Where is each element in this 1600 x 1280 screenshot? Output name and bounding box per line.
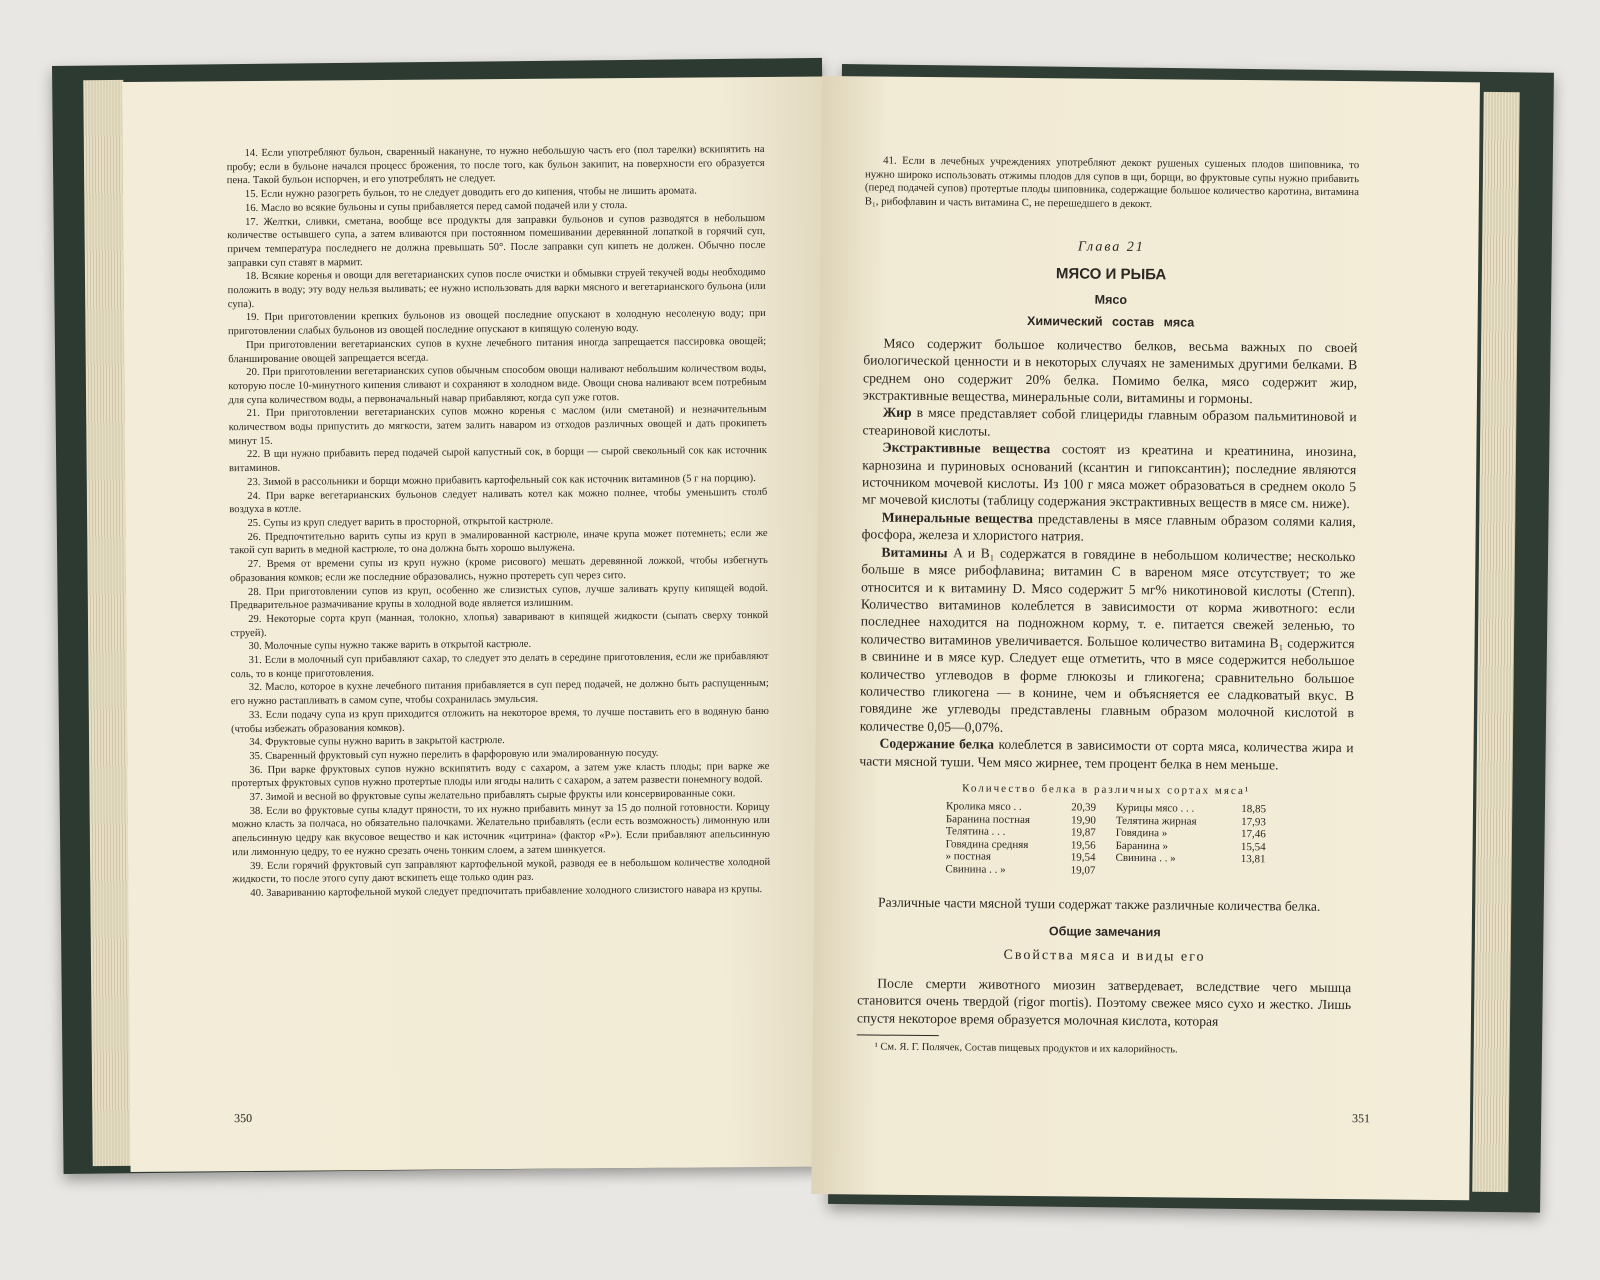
left-paragraph: 18. Всякие коренья и овощи для вегетарианских супов после очистки и обмывки струей текучей воды необходимо положить в воду; эту воду нельзя выливать; ее нужно использовать для варки мясного и вегетарианского бульона (или супа). <box>227 267 766 310</box>
term-protein: Содержание белка <box>879 735 995 752</box>
protein-value: 17,46 <box>1240 828 1266 841</box>
protein-value: 13,81 <box>1240 853 1266 866</box>
left-paragraph: 30. Молочные супы нужно также варить в открытой кастрюле. <box>248 639 532 653</box>
protein-value: 19,87 <box>1070 826 1096 839</box>
text-protein: колеблется в зависимости от сорта мяса, количества жира и части мясной туши. Чем мясо жирнее, тем процент белка в нем меньше. <box>859 736 1354 772</box>
left-paragraph: 23. Зимой в рассольники и борщи можно прибавить картофельный сок как источник витаминов (5 г на порцию). <box>247 472 756 488</box>
left-page-number: 350 <box>234 1111 253 1126</box>
meat-type: Кролика мясо . . <box>945 800 1022 813</box>
left-paragraph: 16. Масло во всякие бульоны и супы прибавляется перед самой подачей или у стола. <box>244 199 628 214</box>
paragraph-minerals <box>862 508 1356 548</box>
intro-paragraph: 41. Если в лечебных учреждениях употребляют декокт рушеных сушеных плодов шиповника, то нужно широко использовать отжимы плодов для супов в щи, борщи, во фруктовые супы нужно прибавить (перед подачей супов) протертые плоды шиповника, содержащие большое количество каротина, витамина B₁, рибофлавин и часть витамина C, не перешедшего в декокт. <box>864 154 1360 211</box>
left-paragraph: 17. Желтки, сливки, сметана, вообще все продукты для заправки бульонов и супов разводятся в небольшом количестве остывшего супа, а затем вливаются при постоянном помешивании деревянной лопаткой в горячий суп, причем температура последнего не должна превышать 50°. После заправки суп кипеть не должен. Обычно после заправки суп ставят в мармит. <box>227 212 766 269</box>
right-page-text <box>857 154 1360 1057</box>
left-paragraph: При приготовлении вегетарианских супов в кухне лечебного питания иногда запрещается пассировка овощей; бланширование овощей запрещается всегда. <box>228 335 767 365</box>
protein-value: 18,85 <box>1241 803 1267 816</box>
left-paragraph: 36. При варке фруктовых супов нужно вскипятить воду с сахаром, а затем уже класть плоды; при варке же протертых фруктовых супов нужно протертые плоды или ягоды налить с сахаром, а затем развести понемногу водой. <box>231 760 770 790</box>
protein-value: 17,93 <box>1241 815 1266 828</box>
left-paragraph: 27. Время от времени супы из круп нужно (кроме рисового) мешать деревянной ложкой, чтобы избегнуть образования комков; если же последние образовались, нужно протереть суп через сито. <box>229 555 768 584</box>
footnote: ¹ См. Я. Г. Полячек, Состав пищевых продуктов и их калорийность. <box>874 1041 1178 1056</box>
chapter-number: Глава 21 <box>1077 239 1145 255</box>
protein-value: 19,90 <box>1071 813 1096 827</box>
text-fat: в мясе представляет собой глицериды главным образом пальмитиновой и стеариновой кислоты. <box>862 405 1357 439</box>
left-paragraph: 20. При приготовлении вегетарианских супов обычным способом овощи наливают небольшим количеством воды, которую после 10-минутного кипения сливают и сохраняют в холодном виде. Овощи снова наливают всем потребным для супа количеством воды, а первоначальный навар прибавляют, когда суп уже готов. <box>228 363 767 406</box>
meat-type: Говядина средняя <box>945 837 1029 851</box>
left-paragraph: 24. При варке вегетарианских бульонов следует наливать котел как можно полнее, чтобы уменьшить столб воздуха в котле. <box>229 486 768 516</box>
right-page <box>811 76 1480 1200</box>
left-paragraph: 40. Завариванию картофельной мукой следует предпочитать прибавление холодного слизистого навара из крупы. <box>250 883 763 899</box>
chapter-title: МЯСО И РЫБА <box>1055 265 1167 284</box>
paragraph-carcass-parts: Различные части мясной туши содержат также различные количества белка. <box>878 894 1321 914</box>
left-paragraph: 29. Некоторые сорта круп (манная, толокно, хлопья) заваривают в кипящей жидкости (сыпать сверху тонкой струей). <box>230 609 769 639</box>
text-extractives: состоят из креатина и креатинина, инозина, карнозина и пуриновых оснований (ксантин и гипоксантин); последние являются источником мочевой кислоты. Из 100 г мяса может образоваться в среднем около 5 мг мочевой кислоты (таблицу содержания экстрактивных веществ в мясе см. ниже). <box>861 441 1357 512</box>
meat-type: » постная <box>945 850 992 864</box>
term-minerals: Минеральные вещества <box>881 509 1034 526</box>
paragraph-vitamins <box>860 543 1356 739</box>
paragraph-meat-overview: Мясо содержит большое количество белков, весьма важных по своей биологической ценности и в некоторых случаях не заменимых другими белками. В среднем оно содержит 20% белка. Помимо белка, мясо содержит жир, экстрактивные вещества, минеральные соли, витамины и гормоны. <box>862 335 1358 407</box>
left-page <box>122 77 831 1172</box>
meat-type: Баранина » <box>1115 839 1169 853</box>
protein-value: 19,56 <box>1070 839 1096 852</box>
protein-table-right-column <box>1115 802 1266 879</box>
protein-table <box>858 799 1353 879</box>
meat-type: Курицы мясо . . . <box>1115 801 1195 815</box>
paragraph-protein <box>859 735 1353 775</box>
left-paragraph: 38. Если во фруктовые супы кладут пряности, то их нужно прибавить минут за 15 до полной готовности. Корицу можно класть за полчаса, но обязательно палочками. Желательно прибавлять (если есть возможность) лимонную или апельсинную цедру как вкусовое вещество и как источник «цитрина» (фактор «Р»). Если прибавляют апельсинную или лимонную цедру, то ее нужно срезать очень тонким слоем, а затем шинкуется. <box>231 801 770 859</box>
text-vitamins: A и B₁ содержатся в говядине в небольшом количестве; несколько больше в мясе рибофлавина; витамин C в вареном мясе отсутствует; то же относится и к витамину D. Мясо содержит 5 мг% никотиновой кислоты (Степп). Количество витаминов колеблется в зависимости от корма животного: если последнее находится на подножном корму, т. е. питается свежей зеленью, то количество витаминов увеличивается. Большое количество витамина B₁ содержится в свинине и в мясе кур. Следует еще отметить, что в мясе содержится небольшое количество углеводов в форме глюкозы и гликогена; сравнительно большое количество гликогена — в конине, чем и объясняется ее сладковатый вкус. В говядине же углеводы представлены главным образом молочной кислотой в количестве 0,05—0,07%. <box>859 544 1356 735</box>
footnote-divider <box>857 1035 939 1037</box>
meat-type: Телятина жирная <box>1115 814 1197 828</box>
section-heading: Мясо <box>1094 292 1128 307</box>
term-vitamins: Витамины <box>881 544 948 560</box>
left-paragraph: 15. Если нужно разогреть бульон, то не следует доводить его до кипения, чтобы не лишить аромата. <box>244 185 697 201</box>
protein-table-left-column <box>945 800 1096 877</box>
left-paragraph: 32. Масло, которое в кухне лечебного питания прибавляется в суп перед подачей, не должно быть распущенным; его нужно растапливать в самом супе, чтобы сохранилась эмульсия. <box>230 678 769 708</box>
properties-heading: Свойства мяса и виды его <box>1003 947 1206 965</box>
meat-type: Баранина постная <box>945 812 1030 826</box>
left-paragraph: 28. При приготовлении супов из круп, особенно же слизистых супов, лучше заливать крупу кипящей водой. Предварительное размачивание крупы в холодной воде является излишним. <box>230 582 769 612</box>
left-paragraph: 37. Зимой и весной во фруктовые супы желательно прибавлять сырые фрукты или консервированные соки. <box>249 788 736 804</box>
left-paragraph: 31. Если в молочный суп прибавляют сахар, то следует это делать в середине приготовления, если же прибавляют соль, то в конце приготовления. <box>230 650 769 680</box>
protein-value: 15,54 <box>1240 840 1266 854</box>
protein-value: 19,07 <box>1070 864 1096 877</box>
left-page-text <box>227 143 771 901</box>
protein-value: 19,54 <box>1070 851 1096 865</box>
left-paragraph: 21. При приготовлении вегетарианских супов можно коренья с маслом (или сметаной) и незначительным количеством воды припустить до мягкости, затем залить наваром из отходов различных овощей и дать прокипеть минут 15. <box>228 404 767 447</box>
meat-type: Свинина . . » <box>1115 852 1176 865</box>
left-paragraph: 34. Фруктовые супы нужно варить в закрытой кастрюле. <box>249 735 505 749</box>
protein-value: 20,39 <box>1071 801 1097 814</box>
left-paragraph: 35. Сваренный фруктовый суп нужно перелить в фарфоровую или эмалированную посуду. <box>249 747 659 762</box>
meat-type: Свинина . . » <box>945 863 1006 876</box>
general-remarks-heading: Общие замечания <box>1048 924 1161 940</box>
meat-type: Говядина » <box>1115 827 1168 840</box>
paragraph-fat <box>863 404 1357 444</box>
left-paragraph: 25. Супы из круп следует варить в просторной, открытой кастрюле. <box>247 515 554 530</box>
term-fat: Жир <box>882 405 912 421</box>
protein-table-caption: Количество белка в различных сортах мяса¹ <box>962 782 1251 798</box>
protein-table-row <box>1115 852 1265 866</box>
paragraph-rigor-mortis: После смерти животного миозин затвердевает, вследствие чего мышца становится очень твердой (rigor mortis). Поэтому свежее мясо сухо и жестко. Лишь спустя некоторое время образуется молочная кислота, которая <box>856 975 1352 1029</box>
left-paragraph: 33. Если подачу супа из круп приходится отложить на некоторое время, то лучше поставить его в водяную баню (чтобы избежать образования комков). <box>231 705 770 735</box>
meat-type: Телятина . . . <box>945 825 1006 838</box>
term-extractives: Экстрактивные вещества <box>882 439 1051 457</box>
left-paragraph: 19. При приготовлении крепких бульонов из овощей последние опускают в холодную несоленую воду; при приготовлении слабых бульонов из овощей последние опускают в кипящую соленую воду. <box>227 308 766 338</box>
protein-table-row <box>945 863 1095 877</box>
paragraph-extractives <box>862 439 1357 513</box>
subsection-heading: Химический состав мяса <box>1026 313 1195 330</box>
left-paragraph: 39. Если горячий фруктовый суп заправляют картофельной мукой, разводя ее в небольшом количестве холодной жидкости, то после этого супу дают вскипеть еще только один раз. <box>232 856 771 886</box>
left-paragraph: 26. Предпочтительно варить супы из круп в эмалированной кастрюле, иначе крупа может потемнеть; если же такой суп варить в медной кастрюле, то она должна быть хорошо вылужена. <box>229 527 768 557</box>
left-paragraph: 14. Если употребляют бульон, сваренный накануне, то нужно небольшую часть его (пол тарелки) вскипятить на пробу; если в бульоне начался процесс брожения, то после того, как бульон закипит, на поверхности его образуется пена. Такой бульон испорчен, и его употреблять не следует. <box>226 143 765 187</box>
left-paragraph: 22. В щи нужно прибавить перед подачей сырой капустный сок, в борщи — сырой свекольный сок как источник витаминов. <box>228 445 767 475</box>
right-page-number: 351 <box>1351 1111 1371 1126</box>
text-minerals: представлены в мясе главным образом солями калия, фосфора, железа и хлористого натрия. <box>861 510 1356 544</box>
